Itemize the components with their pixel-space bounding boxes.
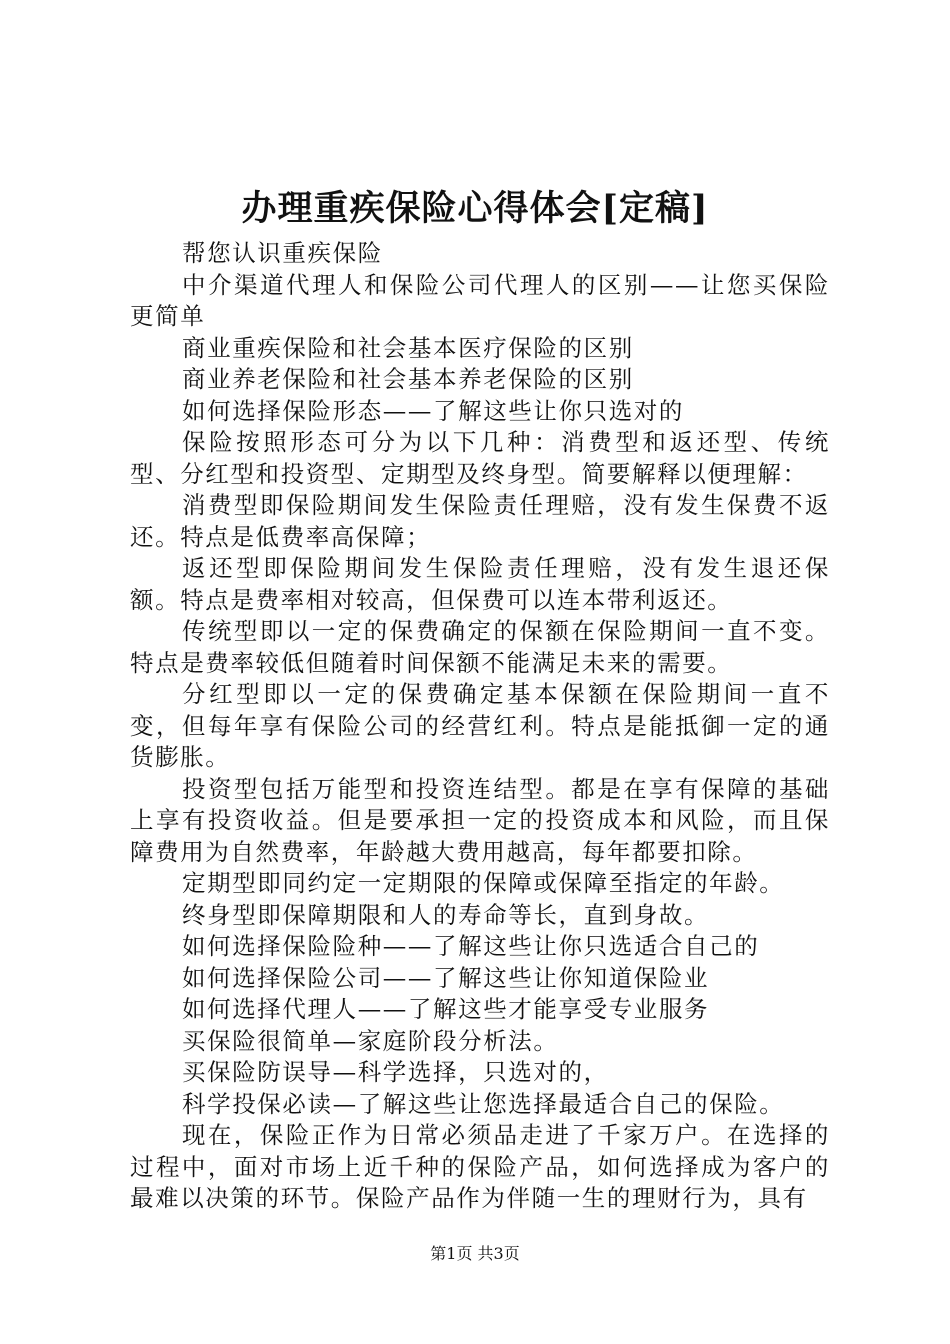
- paragraph: 传统型即以一定的保费确定的保额在保险期间一直不变。特点是费率较低但随着时间保额不能满足未来的需要。: [130, 617, 830, 677]
- paragraph: 消费型即保险期间发生保险责任理赔，没有发生保费不返还。特点是低费率高保障；: [130, 491, 830, 551]
- paragraph: 定期型即同约定一定期限的保障或保障至指定的年龄。: [182, 869, 785, 897]
- paragraph: 终身型即保障期限和人的寿命等长，直到身故。: [182, 900, 710, 929]
- paragraph: 商业重疾保险和社会基本医疗保险的区别: [182, 333, 634, 362]
- page-footer: 第1页 共3页: [430, 1244, 520, 1263]
- paragraph: 如何选择保险形态——了解这些让你只选对的: [182, 396, 684, 425]
- paragraph: 帮您认识重疾保险: [182, 239, 383, 267]
- paragraph: 如何选择保险公司——了解这些让你知道保险业: [182, 963, 710, 992]
- paragraph: 投资型包括万能型和投资连结型。都是在享有保障的基础上享有投资收益。但是要承担一定的投资成本和风险，而且保障费用为自然费率，年龄越大费用越高，每年都要扣除。: [130, 774, 830, 866]
- document-title: 办理重疾保险心得体会[定稿]: [241, 188, 709, 229]
- paragraph: 保险按照形态可分为以下几种：消费型和返还型、传统型、分红型和投资型、定期型及终身型。简要解释以便理解：: [130, 428, 830, 488]
- paragraph: 商业养老保险和社会基本养老保险的区别: [182, 365, 634, 393]
- paragraph: 科学投保必读—了解这些让您选择最适合自己的保险。: [182, 1089, 785, 1118]
- paragraph: 现在，保险正作为日常必须品走进了千家万户。在选择的过程中，面对市场上近千种的保险产品，如何选择成为客户的最难以决策的环节。保险产品作为伴随一生的理财行为，具有: [130, 1121, 830, 1212]
- paragraph: 中介渠道代理人和保险公司代理人的区别——让您买保险更简单: [130, 270, 830, 330]
- paragraph: 如何选择代理人——了解这些才能享受专业服务: [182, 995, 710, 1023]
- document-body: [130, 238, 830, 1215]
- paragraph: 返还型即保险期间发生保险责任理赔，没有发生退还保额。特点是费率相对较高，但保费可以连本带利返还。: [130, 554, 830, 614]
- paragraph: 买保险很简单—家庭阶段分析法。: [182, 1026, 559, 1055]
- paragraph: 买保险防误导—科学选择，只选对的，: [182, 1058, 609, 1086]
- paragraph: 分红型即以一定的保费确定基本保额在保险期间一直不变，但每年享有保险公司的经营红利。特点是能抵御一定的通货膨胀。: [130, 680, 830, 771]
- paragraph: 如何选择保险险种——了解这些让你只选适合自己的: [182, 932, 760, 960]
